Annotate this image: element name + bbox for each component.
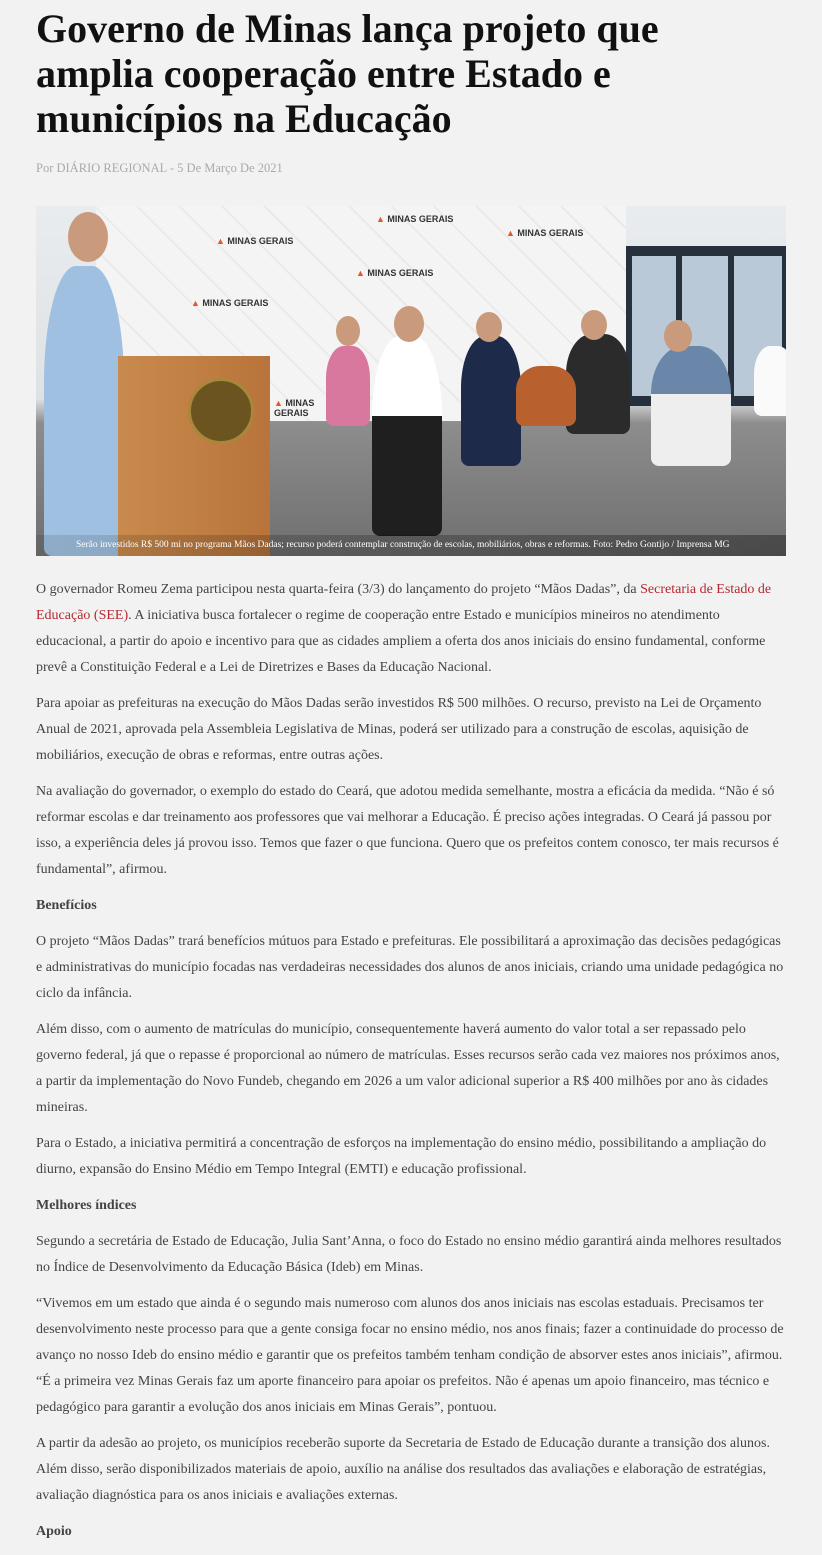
paragraph: “Vivemos em um estado que ainda é o segundo mais numeroso com alunos dos anos iniciais nas escolas estaduais. Precisamos ter desenvolvimento neste processo para que a gente consiga focar no ensino médio, nos anos finais; fazer a continuidade do processo de avanço no nosso Ideb do ensino médio e garantir que os prefeitos também tenham condição de absorver estes anos iniciais”, afirmou. “É a primeira vez Minas Gerais faz um aporte financeiro para apoiar os prefeitos. Não é apenas um apoio financeiro, mas técnico e pedagógico para garantir a evolução dos anos iniciais em Minas Gerais”, pontuou. — [36, 1296, 784, 1415]
paragraph: Segundo a secretária de Estado de Educação, Julia Sant’Anna, o foco do Estado no ensino médio garantirá ainda melhores resultados no Índice de Desenvolvimento da Educação Básica (Ideb) em Minas. — [36, 1234, 782, 1275]
chair — [516, 366, 576, 426]
paragraph: Na avaliação do governador, o exemplo do estado do Ceará, que adotou medida semelhante, mostra a eficácia da medida. “Não é só reformar escolas e dar treinamento aos professores que vai melhorar a Educação. É preciso ações integradas. O Ceará já passou por isso, a experiência deles já provou isso. Temos que fazer o que funciona. Quero que os prefeitos contem conosco, ter mais recursos é fundamental”, afirmou. — [36, 784, 779, 877]
logo: ▲ MINAS GERAIS — [356, 268, 433, 278]
see-link[interactable]: Secretaria de Estado de Educação (SEE) — [36, 582, 772, 623]
logo: ▲ MINAS GERAIS — [191, 298, 268, 308]
logo: ▲ MINAS GERAIS — [274, 398, 322, 418]
seal — [188, 378, 254, 444]
paragraph: O governador Romeu Zema participou nesta quarta-feira (3/3) do lançamento do projeto “Mãos Dadas”, da Secretaria de Estado de Educação (SEE). A iniciativa busca fortalecer o regime de cooperação entre Estado e municípios mineiros no atendimento educacional, a partir do apoio e incentivo para que as cidades ampliem a oferta dos anos iniciais do ensino fundamental, conforme prevê a Constituição Federal e a Lei de Diretrizes e Bases da Educação Nacional. — [36, 582, 772, 675]
logo: ▲ MINAS GERAIS — [376, 214, 453, 224]
article-body — [36, 577, 788, 1555]
article-photo — [36, 206, 786, 556]
logo: ▲ MINAS GERAIS — [216, 236, 293, 246]
paragraph: Para apoiar as prefeituras na execução do Mãos Dadas serão investidos R$ 500 milhões. O recurso, previsto na Lei de Orçamento Anual de 2021, aprovada pela Assembleia Legislativa de Minas, poderá ser utilizado para a construção de escolas, aquisição de mobiliários, execução de obras e reformas, entre outras ações. — [36, 696, 762, 763]
byline: Por DIÁRIO REGIONAL - 5 De Março De 2021 — [36, 161, 283, 175]
section-heading: Apoio — [36, 1524, 72, 1539]
logo: ▲ MINAS GERAIS — [506, 228, 583, 238]
article-title: Governo de Minas lança projeto que amplia cooperação entre Estado e municípios na Educação — [36, 6, 659, 141]
paragraph: Além disso, com o aumento de matrículas do município, consequentemente haverá aumento do valor total a ser repassado pelo governo federal, já que o repasse é proporcional ao número de matrículas. Esses recursos serão cada vez maiores nos próximos anos, a partir da implementação do Novo Fundeb, chegando em 2026 a um valor adicional superior a R$ 400 milhões por ano às cidades mineiras. — [36, 1022, 780, 1115]
paragraph: A partir da adesão ao projeto, os municípios receberão suporte da Secretaria de Estado de Educação durante a transição dos alunos. Além disso, serão disponibilizados materiais de apoio, auxílio na análise dos resultados das avaliações e elaboração de estratégias, avaliação diagnóstica para os anos iniciais e avaliações externas. — [36, 1436, 770, 1503]
section-heading: Benefícios — [36, 898, 97, 913]
section-heading: Melhores índices — [36, 1198, 137, 1213]
paragraph: O projeto “Mãos Dadas” trará benefícios mútuos para Estado e prefeituras. Ele possibilitará a aproximação das decisões pedagógicas e administrativas do município focadas nas verdadeiras necessidades dos alunos de anos iniciais, criando uma unidade pedagógica no ciclo da infância. — [36, 934, 784, 1001]
speaker — [44, 266, 124, 556]
photo-caption: Serão investidos R$ 500 mi no programa Mãos Dadas; recurso poderá contemplar construção de escolas, mobiliários, obras e reformas. Foto: Pedro Gontijo / Imprensa MG — [36, 535, 786, 556]
podium — [118, 356, 270, 556]
paragraph: Para o Estado, a iniciativa permitirá a concentração de esforços na implementação do ensino médio, possibilitando a ampliação do diurno, expansão do Ensino Médio em Tempo Integral (EMTI) e educação profissional. — [36, 1136, 767, 1177]
